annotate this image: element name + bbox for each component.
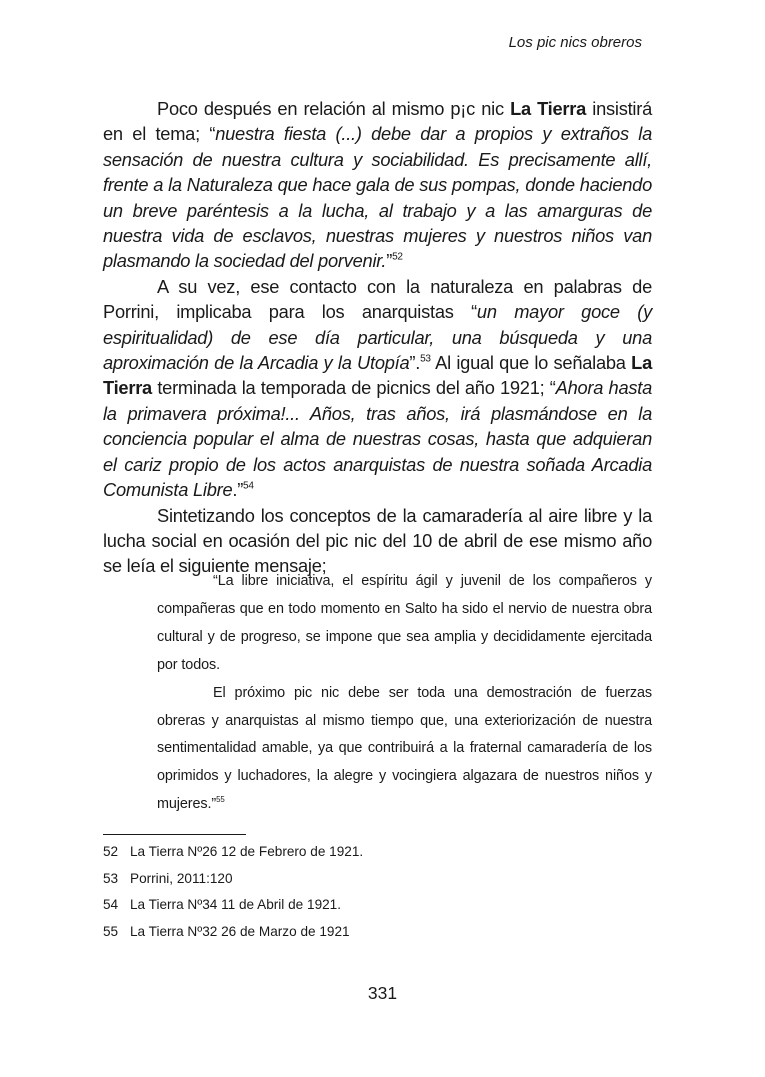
footnote-number: 55: [103, 924, 119, 940]
text-run: ”: [386, 250, 393, 272]
text-run: .”: [232, 479, 244, 501]
footnote-text: Porrini, 2011:120: [130, 870, 233, 886]
footnote-ref[interactable]: 53: [420, 353, 431, 365]
footnote-ref[interactable]: 54: [243, 480, 254, 492]
newspaper-name: La Tierra: [103, 352, 652, 399]
quoted-text: un mayor goce (y espiritualidad) de ese día particular, una búsqueda y una aproximación de la Arcadia y la Utopía: [103, 301, 653, 374]
footnote-divider: [103, 834, 246, 835]
text-run: A su vez, ese contacto con la naturaleza en palabras de Porrini, implicaba para los anarquistas “: [103, 275, 652, 323]
footnotes: [103, 841, 652, 948]
text-run: Poco después en relación al mismo p¡c nic: [157, 98, 511, 119]
footnote-text: La Tierra Nº26 12 de Febrero de 1921.: [130, 844, 364, 859]
main-text: [103, 96, 652, 579]
quote-paragraph-2: [157, 680, 652, 820]
quote-paragraph-1: “La libre iniciativa, el espíritu ágil y juvenil de los compañeros y compañeras que en todo momento en Salto ha sido el nervio de nuestra obra cultural y de progreso, se impone que sea amplia y decididamente ejercitada por todos.: [157, 573, 652, 673]
running-header: Los pic nics obreros: [508, 34, 642, 51]
text-run: El próximo pic nic debe ser toda una demostración de fuerzas obreras y anarquistas al mismo tiempo que, una exteriorización de nuestra sentimentalidad amable, ya que contribuirá a la fraternal camaradería de los oprimidos y luchadores, la alegre y vocingiera algazara de nuestros niños y mujeres.”: [157, 684, 652, 813]
page-number: 331: [367, 983, 398, 1003]
footnote: [103, 894, 652, 921]
quoted-text: nuestra fiesta (...) debe dar a propios y extraños la sensación de nuestra cultura y sociabilidad. Es precisamente allí, frente a la Naturaleza que hace gala de sus pompas, donde haciendo un breve paréntesis a la lucha, al trabajo y a las amarguras de nuestra vida de esclavos, nuestras mujeres y nuestros niños van plasmando la sociedad del porvenir.: [103, 123, 653, 272]
footnote: [103, 921, 652, 948]
footnote: [103, 868, 652, 895]
footnote-text: La Tierra Nº34 11 de Abril de 1921.: [130, 897, 342, 913]
text-run: ”.: [409, 352, 421, 374]
footnote-ref[interactable]: 52: [392, 251, 403, 263]
text-run: Al igual que lo señalaba: [430, 352, 632, 374]
footnote-number: 54: [103, 897, 119, 913]
paragraph-2: [103, 274, 652, 503]
footnote-ref[interactable]: 55: [216, 795, 225, 805]
text-run: terminada la temporada de picnics del año 1921; “: [151, 377, 556, 399]
footnote-text: La Tierra Nº32 26 de Marzo de 1921: [130, 924, 350, 940]
quoted-text: Ahora hasta la primavera próxima!... Años, tras años, irá plasmándose en la conciencia popular el alma de nuestras cosas, hasta que adquieran el cariz propio de los actos anarquistas de nuestra soñada Arcadia Comunista Libre: [103, 377, 652, 501]
footnote-number: 52: [103, 844, 119, 859]
paragraph-1: [103, 96, 652, 274]
footnote-number: 53: [103, 870, 119, 886]
text-run: insistirá en el tema; “: [103, 98, 652, 145]
block-quote: [157, 568, 652, 819]
footnote: [103, 841, 652, 868]
paragraph-3: Sintetizando los conceptos de la camaradería al aire libre y la lucha social en ocasión del pic nic del 10 de abril de ese mismo año se leía el siguiente mensaje;: [103, 504, 652, 577]
newspaper-name: La Tierra: [510, 98, 587, 119]
